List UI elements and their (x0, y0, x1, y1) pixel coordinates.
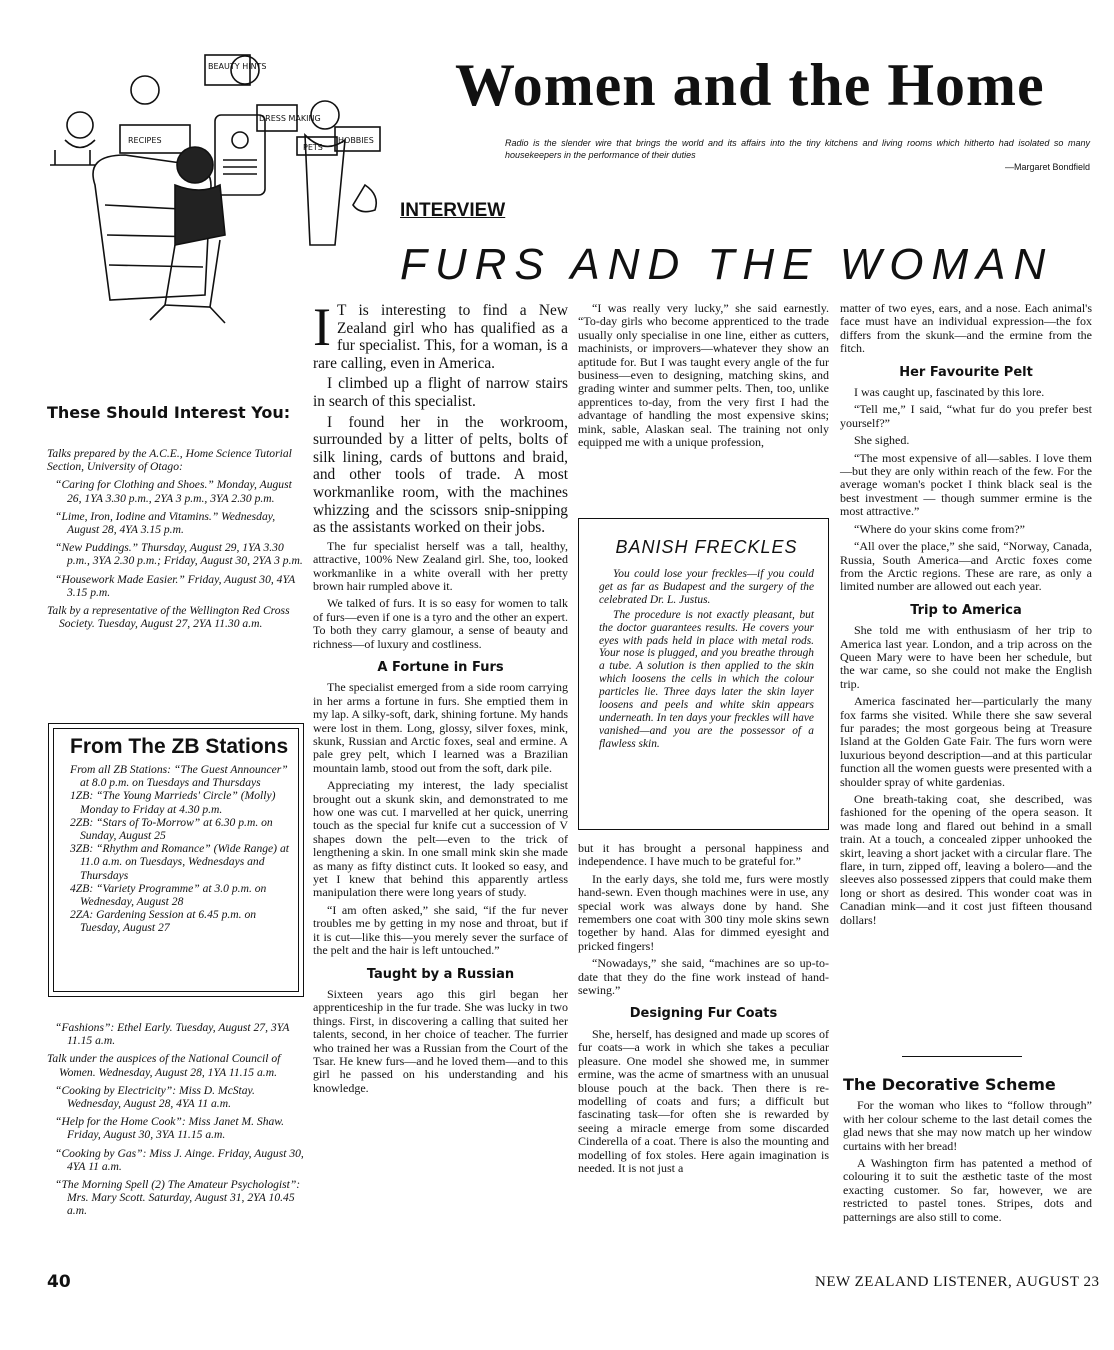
article-column-3 (840, 302, 1092, 931)
sidebar-item: “Caring for Clothing and Shoes.” Monday, August 26, 1YA 3.30 p.m., 2YA 3 p.m., 3YA 2.30 p.m. (55, 478, 292, 505)
body-paragraph: She told me with enthusiasm of her trip to America last year. London, and a trip across on the Queen Mary were to have been her schedule, but the war came, so she could not make the English trip. (840, 623, 1092, 691)
pets-label: PETS (303, 143, 323, 152)
home-interests-illustration (35, 45, 385, 335)
freckles-paragraph: You could lose your freckles—if you could get as far as Budapest and the surgery of the celebrated Dr. L. Justus. (599, 568, 814, 606)
zb-item: 4ZB: “Variety Programme” at 3.0 p.m. on Wednesday, August 28 (70, 881, 267, 909)
recipes-label: RECIPES (128, 136, 162, 145)
sidebar-item: “New Puddings.” Thursday, August 29, 1YA 3.30 p.m., 3YA 2.30 p.m.; Friday, August 30, 2YA 3 p.m. (55, 541, 303, 568)
article-headline: FURS AND THE WOMAN (400, 240, 1054, 289)
zb-item: 2ZA: Gardening Session at 6.45 p.m. on Tuesday, August 27 (70, 908, 257, 935)
drop-cap: I (313, 297, 331, 357)
sidebar-item: Talk under the auspices of the National Council of Women. Wednesday, August 28, 1YA 11.15 a.m. (47, 1052, 281, 1079)
dress-making-label: DRESS MAKING (259, 114, 321, 123)
sidebar-item: “Cooking by Electricity”: Miss D. McStay. Wednesday, August 28, 4YA 11 a.m. (55, 1083, 255, 1111)
sidebar-ace-talks (47, 447, 305, 635)
sidebar-item: “Fashions”: Ethel Early. Tuesday, August 27, 3YA 11.15 a.m. (55, 1021, 290, 1048)
body-paragraph: One breath-taking coat, she described, was fashioned for the opening of the opera season. It was made long and flared out behind in a small train. At a touch, a concealed zipper unhooked the skirt, leaving a short jacket with a circular flare. The flare, in turn, zipped off, leaving a bolero—and the sleeves also possessed zippers that could make them long or short as desired. This wonder coat was in Canadian mink—and it cost just fifteen thousand dollars! (840, 792, 1092, 927)
freckles-title: BANISH FRECKLES (615, 537, 798, 557)
subheading-russian: Taught by a Russian (366, 966, 515, 982)
subheading-designing: Designing Fur Coats (629, 1006, 778, 1022)
sidebar-red-cross: Talk by a representative of the Wellington Red Cross Society. Tuesday, August 27, 2YA 11.30 a.m. (47, 604, 290, 631)
zb-item: 3ZB: “Rhythm and Romance” (Wide Range) at 11.0 a.m. on Tuesdays, Wednesdays and Thursdays (70, 842, 289, 882)
body-paragraph: “Where do your skins come from?” (854, 521, 1025, 536)
sidebar-item: “The Morning Spell (2) The Amateur Psychologist”: Mrs. Mary Scott. Saturday, August 31, 2YA 10.45 a.m. (55, 1178, 301, 1218)
article-column-2-bottom (578, 842, 829, 1179)
body-paragraph: In the early days, she told me, furs were mostly hand-sewn. Even though machines were in use, any special work was always done by hand. She remembers one coat with 300 tiny mole skins sewn together by hand. Alas for dimmed eyesight and pricked fingers! (578, 871, 829, 953)
article-column-2-top (578, 302, 829, 453)
body-paragraph: “Tell me,” I said, “what fur do you prefer best yourself?” (840, 402, 1092, 430)
subheading-fortune: A Fortune in Furs (377, 659, 504, 675)
body-paragraph: We talked of furs. It is so easy for women to talk of furs—even if one is a tyro and the other an expert. To both they carry glamour, a sense of beauty and richness—of luxury and costliness. (313, 596, 568, 651)
body-paragraph: matter of two eyes, ears, and a nose. Each animal's face must have an individual expression—the fox differs from the skunk—and the ermine from the fitch. (840, 301, 1092, 356)
zb-stations-title: From The ZB Stations (70, 735, 289, 758)
zb-stations-box (48, 723, 304, 997)
body-paragraph: but it has brought a personal happiness and independence. I have much to be grateful for.” (578, 841, 829, 869)
sidebar-more-talks (47, 1021, 305, 1223)
zb-item: From all ZB Stations: “The Guest Announcer” at 8.0 p.m. on Tuesdays and Thursdays (70, 763, 288, 790)
sidebar-heading: These Should Interest You: (47, 403, 291, 422)
sidebar-item: “Lime, Iron, Iodine and Vitamins.” Wednesday, August 28, 4YA 3.15 p.m. (55, 509, 276, 537)
body-paragraph: A Washington firm has patented a method of colouring it to suit the æsthetic taste of the most exacting customer. So far, however, we are restricted to pastel tones. Stripes, dots and patternings are also still to come. (843, 1156, 1092, 1224)
body-paragraph: “I am often asked,” she said, “if the fur never troubles me by getting in my nose and throat, but if it is cut—like this—you merely sever the surface of the pelt and the hair is left untouched.” (313, 902, 568, 958)
body-paragraph: Appreciating my interest, the lady specialist brought out a skunk skin, and demonstrated to me how one was cut. I marvelled at her quick, unerring touch as the special fur knife cut a succession of V shapes down the pelt—even to the trick of lengthening a skin. In one small mink skin she made as many as fifty distinct cuts. It looked so easy, and yet I knew that behind this apparently artless manipulation there were long years of study. (313, 778, 568, 900)
sidebar-item: “Housework Made Easier.” Friday, August 30, 4YA 3.15 p.m. (55, 572, 295, 599)
subheading-pelt: Her Favourite Pelt (899, 364, 1033, 380)
lead-paragraph: T is interesting to find a New Zealand girl who has qualified as a fur specialist. This, for a woman, is a rare calling, even in America. (313, 302, 568, 372)
subheading-trip: Trip to America (910, 602, 1022, 618)
quote-text: Radio is the slender wire that brings the world and its affairs into the tiny kitchens and living rooms which hitherto had isolated so many housekeepers in the performance of their duties (505, 138, 1090, 160)
publication-footer: NEW ZEALAND LISTENER, AUGUST 23 (815, 1274, 1100, 1290)
body-paragraph: I was caught up, fascinated by this lore. (854, 385, 1045, 400)
zb-item: 2ZB: “Stars of To-Morrow” at 6.30 p.m. on Sunday, August 25 (70, 815, 273, 843)
seated-woman (177, 147, 213, 183)
body-paragraph: “I was really very lucky,” she said earnestly. “To-day girls who become apprenticed to the trade usually only specialise in one line, either as cutters, machinists, or improvers—whatever they show an aptitude for. But I was taught every angle of the fur business—even to designing, matching skins, and grading winter and summer pelts. Then, too, unlike apprentices to-day, from the very first I had the advantage of handling the most expensive skins; mink, sable, Alaskan seal. The training not only equipped me with a unique profession, (578, 301, 829, 450)
decorative-scheme-heading: The Decorative Scheme (843, 1075, 1056, 1094)
body-paragraph: The specialist emerged from a side room carrying in her arms a fortune in furs. She emptied them in my lap. A silky-soft, dark, shining fortune. My hands were lost in them. Long, glossy, silver foxes, mink, skunk, Russian and Arctic foxes, seal and ermine. A pale grey pelt, which I learned was a Brazilian mountain lamb, stood out from the soft, dark pile. (313, 680, 568, 775)
decorative-scheme-section (843, 1074, 1092, 1228)
masthead-quote (505, 137, 1090, 173)
body-paragraph: She sighed. (854, 433, 910, 448)
article-lead (313, 297, 568, 537)
zb-item: 1ZB: “The Young Marrieds' Circle” (Molly) Monday to Friday at 4.30 p.m. (70, 789, 276, 816)
sidebar-item: “Cooking by Gas”: Miss J. Ainge. Friday, August 30, 4YA 11 a.m. (55, 1146, 304, 1173)
freckles-paragraph: The procedure is not exactly pleasant, but the doctor guarantees results. He covers your eyes with pads held in place with metal rods. Your nose is plugged, and you breathe through a tube. A solution is then applied to the skin which loosens the cells in which the colour particles lie. Three days later the skin layer loosens and peels and white skin appears underneath. In ten days your freckles will have vanished—and you are the possessor of a flawless skin. (599, 608, 814, 750)
article-column-1 (313, 297, 568, 1099)
body-paragraph: She, herself, has designed and made up scores of fur coats—a work in which she takes a peculiar pleasure. One model she showed me, in summer ermine, was the acme of smartness with an unusual blouse pouch at the back. Then there is re-modelling of coats and furs; a difficult but fascinating task—for often she is rewarded by seeing a miracle emerge from some discarded Cinderella of a coat. There is also the mounting and modelling of fox stoles. Here again imagination is needed. It is not just a (578, 1026, 829, 1175)
lead-paragraph: I climbed up a flight of narrow stairs in search of this specialist. (313, 375, 568, 410)
banish-freckles-box (578, 518, 829, 830)
body-paragraph: “The most expensive of all—sables. I love them—but they are only within reach of the few. For the average woman's pocket I think black seal is the best investment — though summer ermine is the most attractive.” (840, 450, 1092, 519)
section-divider (902, 1056, 1022, 1057)
body-paragraph: For the woman who likes to “follow through” with her colour scheme to the last detail comes the glad news that she may now match up her window curtains with her bread! (843, 1098, 1092, 1153)
sidebar-item: “Help for the Home Cook”: Miss Janet M. Shaw. Friday, August 30, 3YA 11.15 a.m. (55, 1115, 285, 1142)
body-paragraph: America fascinated her—particularly the many fox farms she visited. While there she saw several fur parades; the most gorgeous being at Treasure Island at the Golden Gate Fair. The furs worn were luxurious beyond description—and at this particular function all the women guests were presented with a shoulder spray of white gardenias. (840, 694, 1092, 789)
body-paragraph: “All over the place,” she said, “Norway, Canada, Russia, South America—and Arctic foxes come from the Arctic regions. These are rare, as only a limited number are allowed out each year. (840, 539, 1092, 594)
hobbies-label: HOBBIES (338, 136, 374, 145)
quote-attribution: —Margaret Bondfield (1004, 162, 1090, 172)
body-paragraph: “Nowadays,” she said, “machines are so up-to-date that they do the fine work instead of hand-sewing.” (578, 956, 829, 998)
body-paragraph: Sixteen years ago this girl began her apprenticeship in the fur trade. She was lucky in two things. First, in discovering a calling that suited her talents, second, in her choice of teacher. The furrier who trained her was a Russian from the Court of the Tsar. He knew furs—and he loved them—and to this girl he passed on his understanding and his knowledge. (313, 986, 568, 1095)
masthead-title: Women and the Home (455, 52, 1045, 118)
beauty-hints-label: BEAUTY HINTS (208, 62, 267, 71)
page-number: 40 (47, 1272, 71, 1292)
sidebar-intro: Talks prepared by the A.C.E., Home Science Tutorial Section, University of Otago: (47, 447, 292, 474)
article-kicker: INTERVIEW (400, 200, 506, 221)
lead-paragraph: I found her in the workroom, surrounded by a litter of pelts, bolts of silk lining, cards of buttons and braid, and other tools of trade. A most workmanlike room, with the machines whizzing and the scissors snip-snipping as the assistants worked on their jobs. (313, 413, 568, 537)
body-paragraph: The fur specialist herself was a tall, healthy, attractive, 100% New Zealand girl. She, too, looked workmanlike in a white overall with her pretty brown hair rumpled above it. (313, 538, 568, 593)
